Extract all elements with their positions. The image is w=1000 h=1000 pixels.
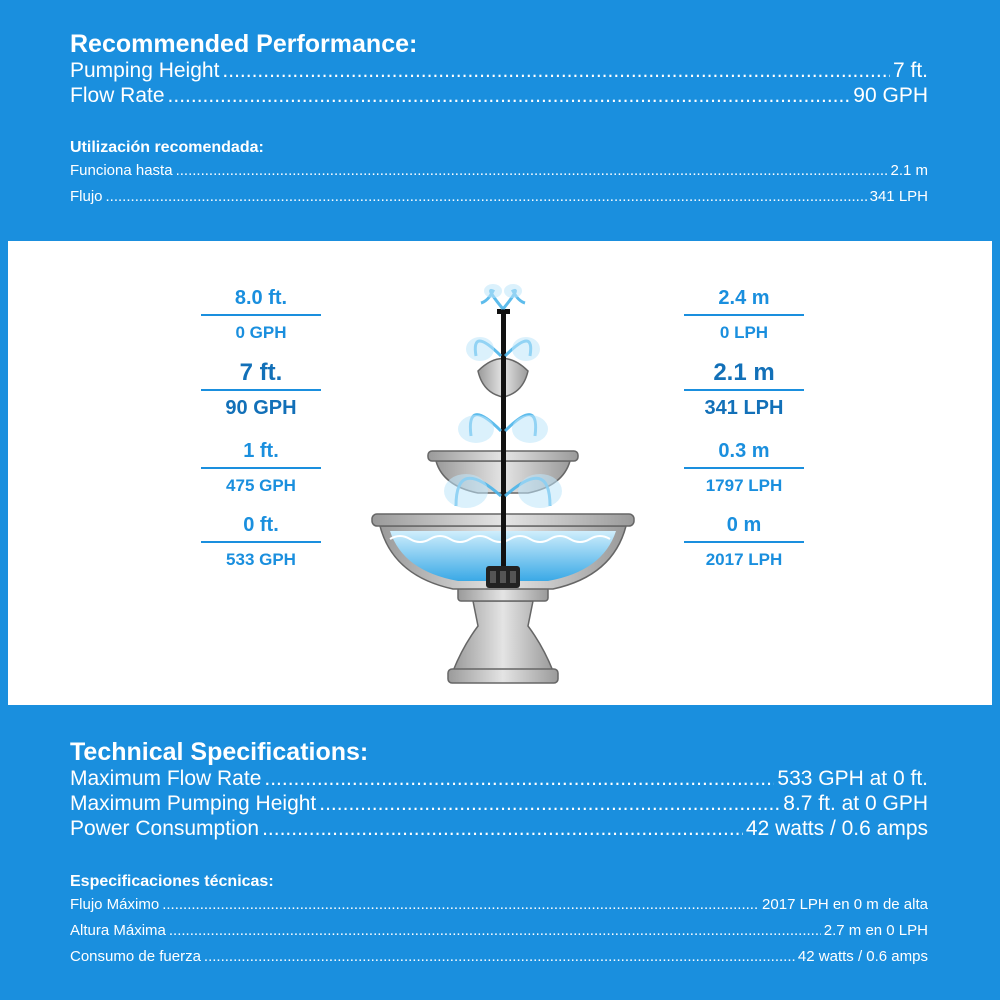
leader-dots — [222, 58, 890, 83]
flow-value: 341 LPH — [704, 397, 784, 419]
leader-dots — [169, 918, 821, 944]
spec-label: Consumo de fuerza — [70, 948, 201, 965]
performance-chart-panel — [8, 241, 992, 705]
flow-value: 90 GPH — [225, 397, 297, 419]
recommended-performance-title: Recommended Performance: — [70, 30, 418, 58]
height-value: 7 ft. — [201, 361, 321, 391]
spec-row-funciona-hasta — [70, 158, 928, 184]
imperial-pair-4 — [201, 513, 321, 572]
flow-value: 2017 LPH — [705, 550, 783, 569]
metric-pair-2 — [684, 361, 804, 420]
leader-dots — [168, 83, 851, 108]
technical-specifications-es-title: Especificaciones técnicas: — [70, 873, 274, 890]
spec-value: 2.1 m — [890, 162, 928, 179]
leader-dots — [162, 892, 759, 918]
height-value: 2.1 m — [684, 361, 804, 391]
leader-dots — [262, 816, 743, 841]
spec-row-altura-maxima — [70, 918, 928, 944]
spec-row-pumping-height — [70, 58, 928, 83]
spec-value: 90 GPH — [853, 84, 928, 107]
spec-label: Flow Rate — [70, 84, 165, 107]
height-value: 2.4 m — [684, 286, 804, 316]
spec-row-flujo-maximo — [70, 892, 928, 918]
spec-label: Funciona hasta — [70, 162, 173, 179]
spec-row-flow-rate — [70, 83, 928, 108]
height-value: 0 ft. — [201, 513, 321, 543]
imperial-pair-1 — [201, 286, 321, 345]
flow-value: 533 GPH — [226, 550, 296, 569]
height-value: 1 ft. — [201, 439, 321, 469]
flow-value: 475 GPH — [226, 476, 296, 495]
spec-row-max-pumping-height — [70, 791, 928, 816]
leader-dots — [204, 944, 795, 970]
spec-label: Pumping Height — [70, 59, 220, 82]
metric-pair-4 — [684, 513, 804, 572]
spec-value: 42 watts / 0.6 amps — [797, 948, 928, 965]
spec-value: 341 LPH — [869, 188, 928, 205]
spec-label: Power Consumption — [70, 817, 260, 840]
height-value: 8.0 ft. — [201, 286, 321, 316]
technical-specifications-section — [70, 738, 928, 841]
spec-label: Altura Máxima — [70, 922, 166, 939]
spec-row-max-flow-rate — [70, 766, 928, 791]
technical-specifications-es-section — [70, 872, 928, 970]
leader-dots — [176, 158, 888, 184]
leader-dots — [319, 791, 780, 816]
spec-label: Maximum Pumping Height — [70, 792, 317, 815]
recommended-performance-section — [70, 30, 928, 108]
recommended-performance-es-title: Utilización recomendada: — [70, 139, 264, 156]
flow-value: 1797 LPH — [705, 476, 783, 495]
spec-row-flujo — [70, 184, 928, 210]
height-value: 0.3 m — [684, 439, 804, 469]
imperial-pair-2 — [201, 361, 321, 420]
flow-value: 0 GPH — [235, 323, 287, 342]
recommended-performance-es-section — [70, 138, 928, 210]
spec-value: 42 watts / 0.6 amps — [745, 817, 928, 840]
spec-row-power-consumption — [70, 816, 928, 841]
spec-value: 2.7 m en 0 LPH — [823, 922, 928, 939]
flow-value: 0 LPH — [719, 323, 769, 342]
height-value: 0 m — [684, 513, 804, 543]
leader-dots — [264, 766, 774, 791]
spec-value: 533 GPH at 0 ft. — [777, 767, 928, 790]
spec-label: Maximum Flow Rate — [70, 767, 262, 790]
imperial-pair-3 — [201, 439, 321, 498]
spec-label: Flujo Máximo — [70, 896, 160, 913]
spec-value: 2017 LPH en 0 m de alta — [762, 896, 928, 913]
spec-row-consumo-de-fuerza — [70, 944, 928, 970]
fountain-illustration-icon — [358, 281, 648, 696]
metric-pair-1 — [684, 286, 804, 345]
technical-specifications-title: Technical Specifications: — [70, 738, 369, 766]
spec-value: 8.7 ft. at 0 GPH — [783, 792, 928, 815]
metric-pair-3 — [684, 439, 804, 498]
spec-label: Flujo — [70, 188, 103, 205]
leader-dots — [106, 184, 867, 210]
spec-value: 7 ft. — [892, 59, 928, 82]
